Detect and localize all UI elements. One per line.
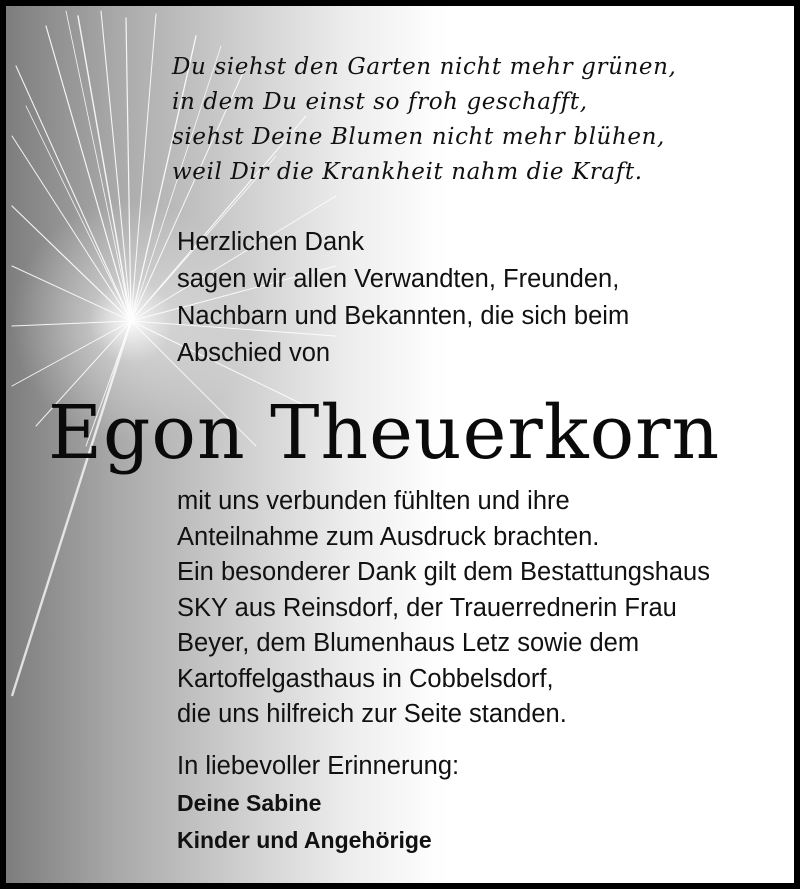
deceased-name: Egon Theuerkorn	[48, 390, 721, 476]
signer: Kinder und Angehörige	[177, 827, 432, 853]
body-line: mit uns verbunden fühlten und ihre	[177, 487, 570, 515]
thanks-line: sagen wir allen Verwandten, Freunden,	[177, 265, 620, 293]
signer: Deine Sabine	[177, 790, 322, 816]
body-line: die uns hilfreich zur Seite standen.	[177, 700, 567, 728]
poem-line: in dem Du einst so froh geschafft,	[172, 89, 588, 115]
thanks-line: Abschied von	[177, 339, 331, 367]
poem-line: weil Dir die Krankheit nahm die Kraft.	[172, 159, 643, 185]
poem-line: siehst Deine Blumen nicht mehr blühen,	[172, 124, 665, 150]
body-line: Ein besonderer Dank gilt dem Bestattungshaus	[177, 558, 710, 586]
closing-block	[177, 748, 459, 859]
thanks-line: Herzlichen Dank	[177, 228, 365, 256]
body-line: SKY aus Reinsdorf, der Trauerrednerin Frau	[177, 593, 677, 622]
body-line: Beyer, dem Blumenhaus Letz sowie dem	[177, 629, 640, 657]
body-line: Anteilnahme zum Ausdruck brachten.	[177, 522, 600, 551]
body-line: Kartoffelgasthaus in Cobbelsdorf,	[177, 664, 554, 693]
thanks-intro	[177, 224, 629, 372]
poem-line: Du siehst den Garten nicht mehr grünen,	[172, 54, 677, 80]
thanks-line: Nachbarn und Bekannten, die sich beim	[177, 302, 630, 330]
thanks-body	[177, 484, 710, 733]
memorial-poem	[172, 50, 772, 190]
closing-intro: In liebevoller Erinnerung:	[177, 752, 460, 780]
